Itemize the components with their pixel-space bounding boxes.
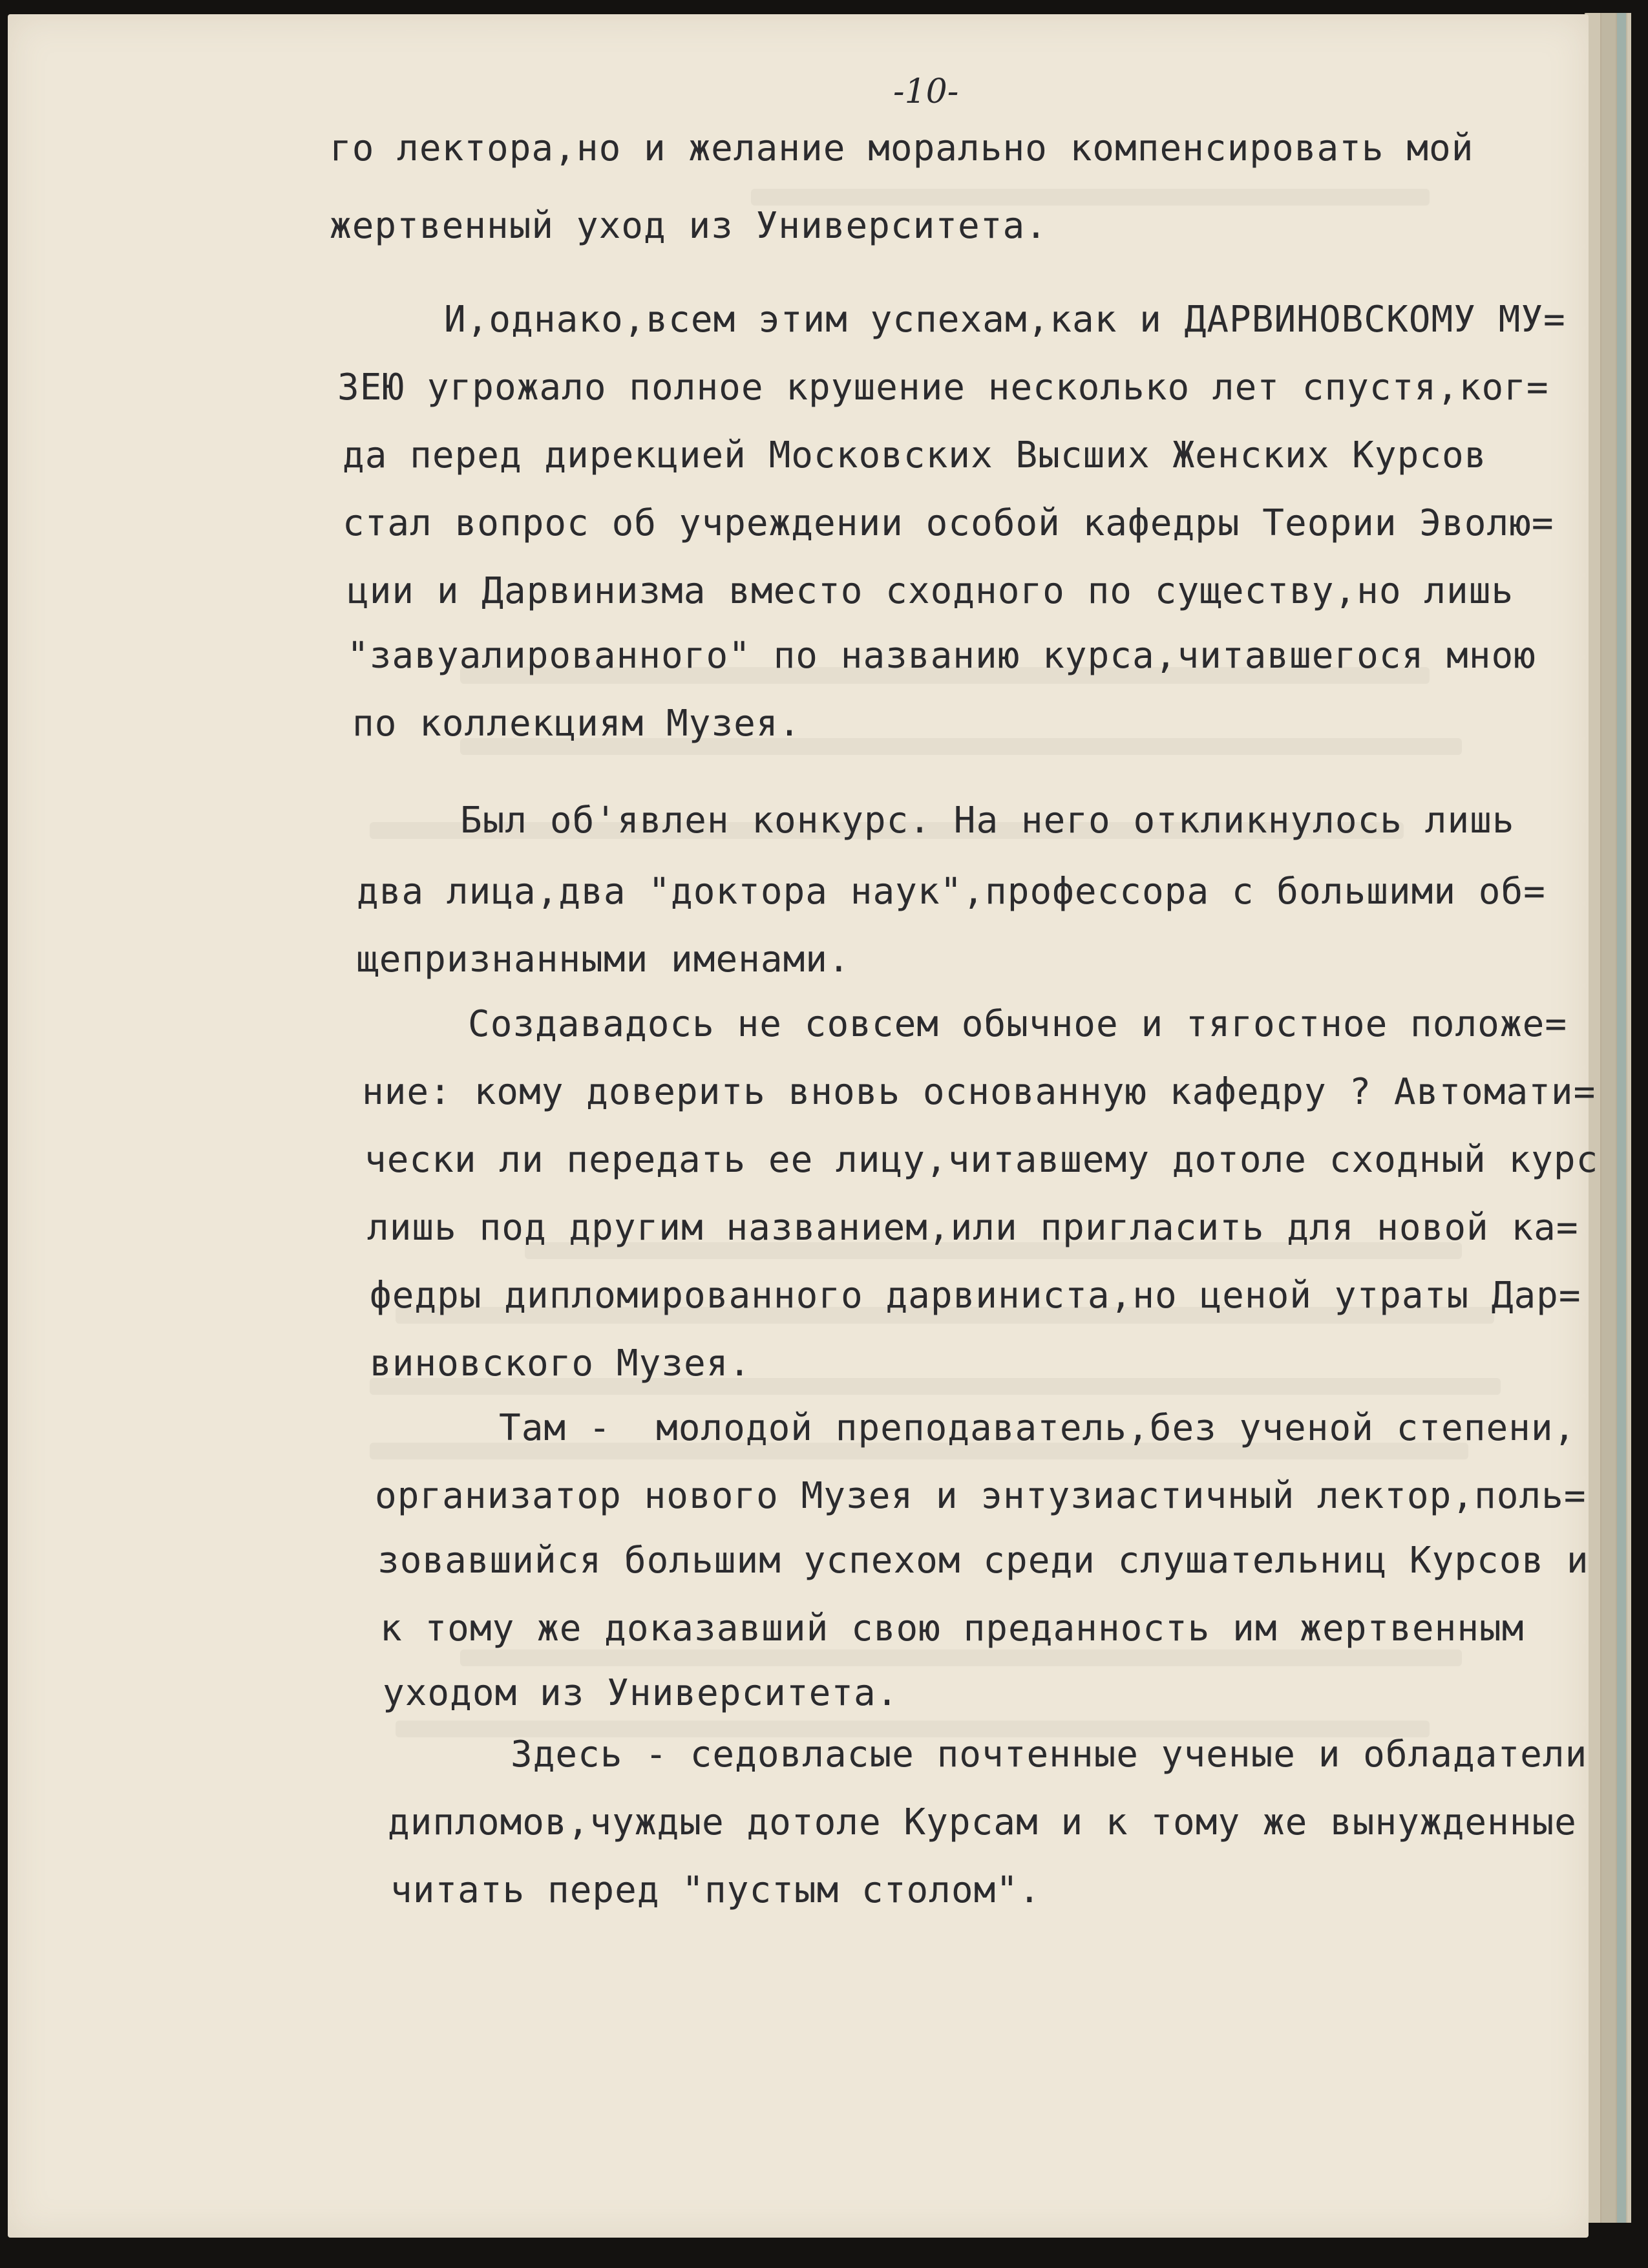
text-line: Был об'явлен конкурс. На него откликнулось лишь — [460, 800, 1515, 842]
text-line: чески ли передать ее лицу,читавшему дотоле сходный курс — [364, 1139, 1599, 1181]
text-line: читать перед "пустым столом". — [390, 1869, 1041, 1911]
bleed-through — [460, 1649, 1462, 1666]
text-line: го лектора,но и желание морально компенсировать мой — [330, 127, 1474, 169]
typewritten-page — [8, 14, 1599, 2238]
text-line: ции и Дарвинизма вместо сходного по существу,но лишь — [347, 570, 1514, 612]
text-line: Здесь - седовласые почтенные ученые и обладатели — [511, 1733, 1588, 1775]
text-line: дипломов,чуждые дотоле Курсам и к тому же вынужденные — [388, 1801, 1577, 1843]
text-line: Там - молодой преподаватель,без ученой степени, — [499, 1407, 1576, 1449]
text-line: виновского Музея. — [370, 1342, 752, 1384]
text-line: организатор нового Музея и энтузиастичный лектор,поль= — [375, 1475, 1587, 1517]
text-line: к тому же доказавший свою преданность им жертвенным — [380, 1607, 1525, 1649]
text-line: федры дипломированного дарвиниста,но ценой утраты Дар= — [370, 1275, 1581, 1317]
text-line: щепризнанными именами. — [357, 938, 850, 980]
page-number: -10- — [893, 72, 959, 111]
text-line: "завуалированного" по названию курса,читавшегося мною — [347, 635, 1536, 677]
text-line: уходом из Университета. — [383, 1672, 899, 1714]
text-line: по коллекциям Музея. — [352, 703, 801, 745]
text-line: Создавадось не совсем обычное и тягостное положе= — [468, 1003, 1568, 1045]
text-line: лишь под другим названием,или пригласить для новой ка= — [367, 1207, 1579, 1249]
text-line: стал вопрос об учреждении особой кафедры Теории Эволю= — [343, 502, 1554, 544]
text-line: зовавшийся большим успехом среди слушательниц Курсов и — [377, 1540, 1589, 1582]
text-line: да перед дирекцией Московских Высших Женских Курсов — [343, 434, 1487, 476]
text-line: ЗЕЮ угрожало полное крушение несколько лет спустя,ког= — [337, 366, 1549, 408]
page-edge — [1616, 13, 1626, 2223]
text-line: И,однако,всем этим успехам,как и ДАРВИНОВСКОМУ МУ= — [444, 299, 1566, 341]
bleed-through — [751, 189, 1430, 206]
text-line: ние: кому доверить вновь основанную кафедру ? Автомати= — [362, 1071, 1596, 1113]
text-line: жертвенный уход из Университета. — [330, 205, 1048, 247]
text-line: два лица,два "доктора наук",профессора с большими об= — [357, 871, 1546, 913]
